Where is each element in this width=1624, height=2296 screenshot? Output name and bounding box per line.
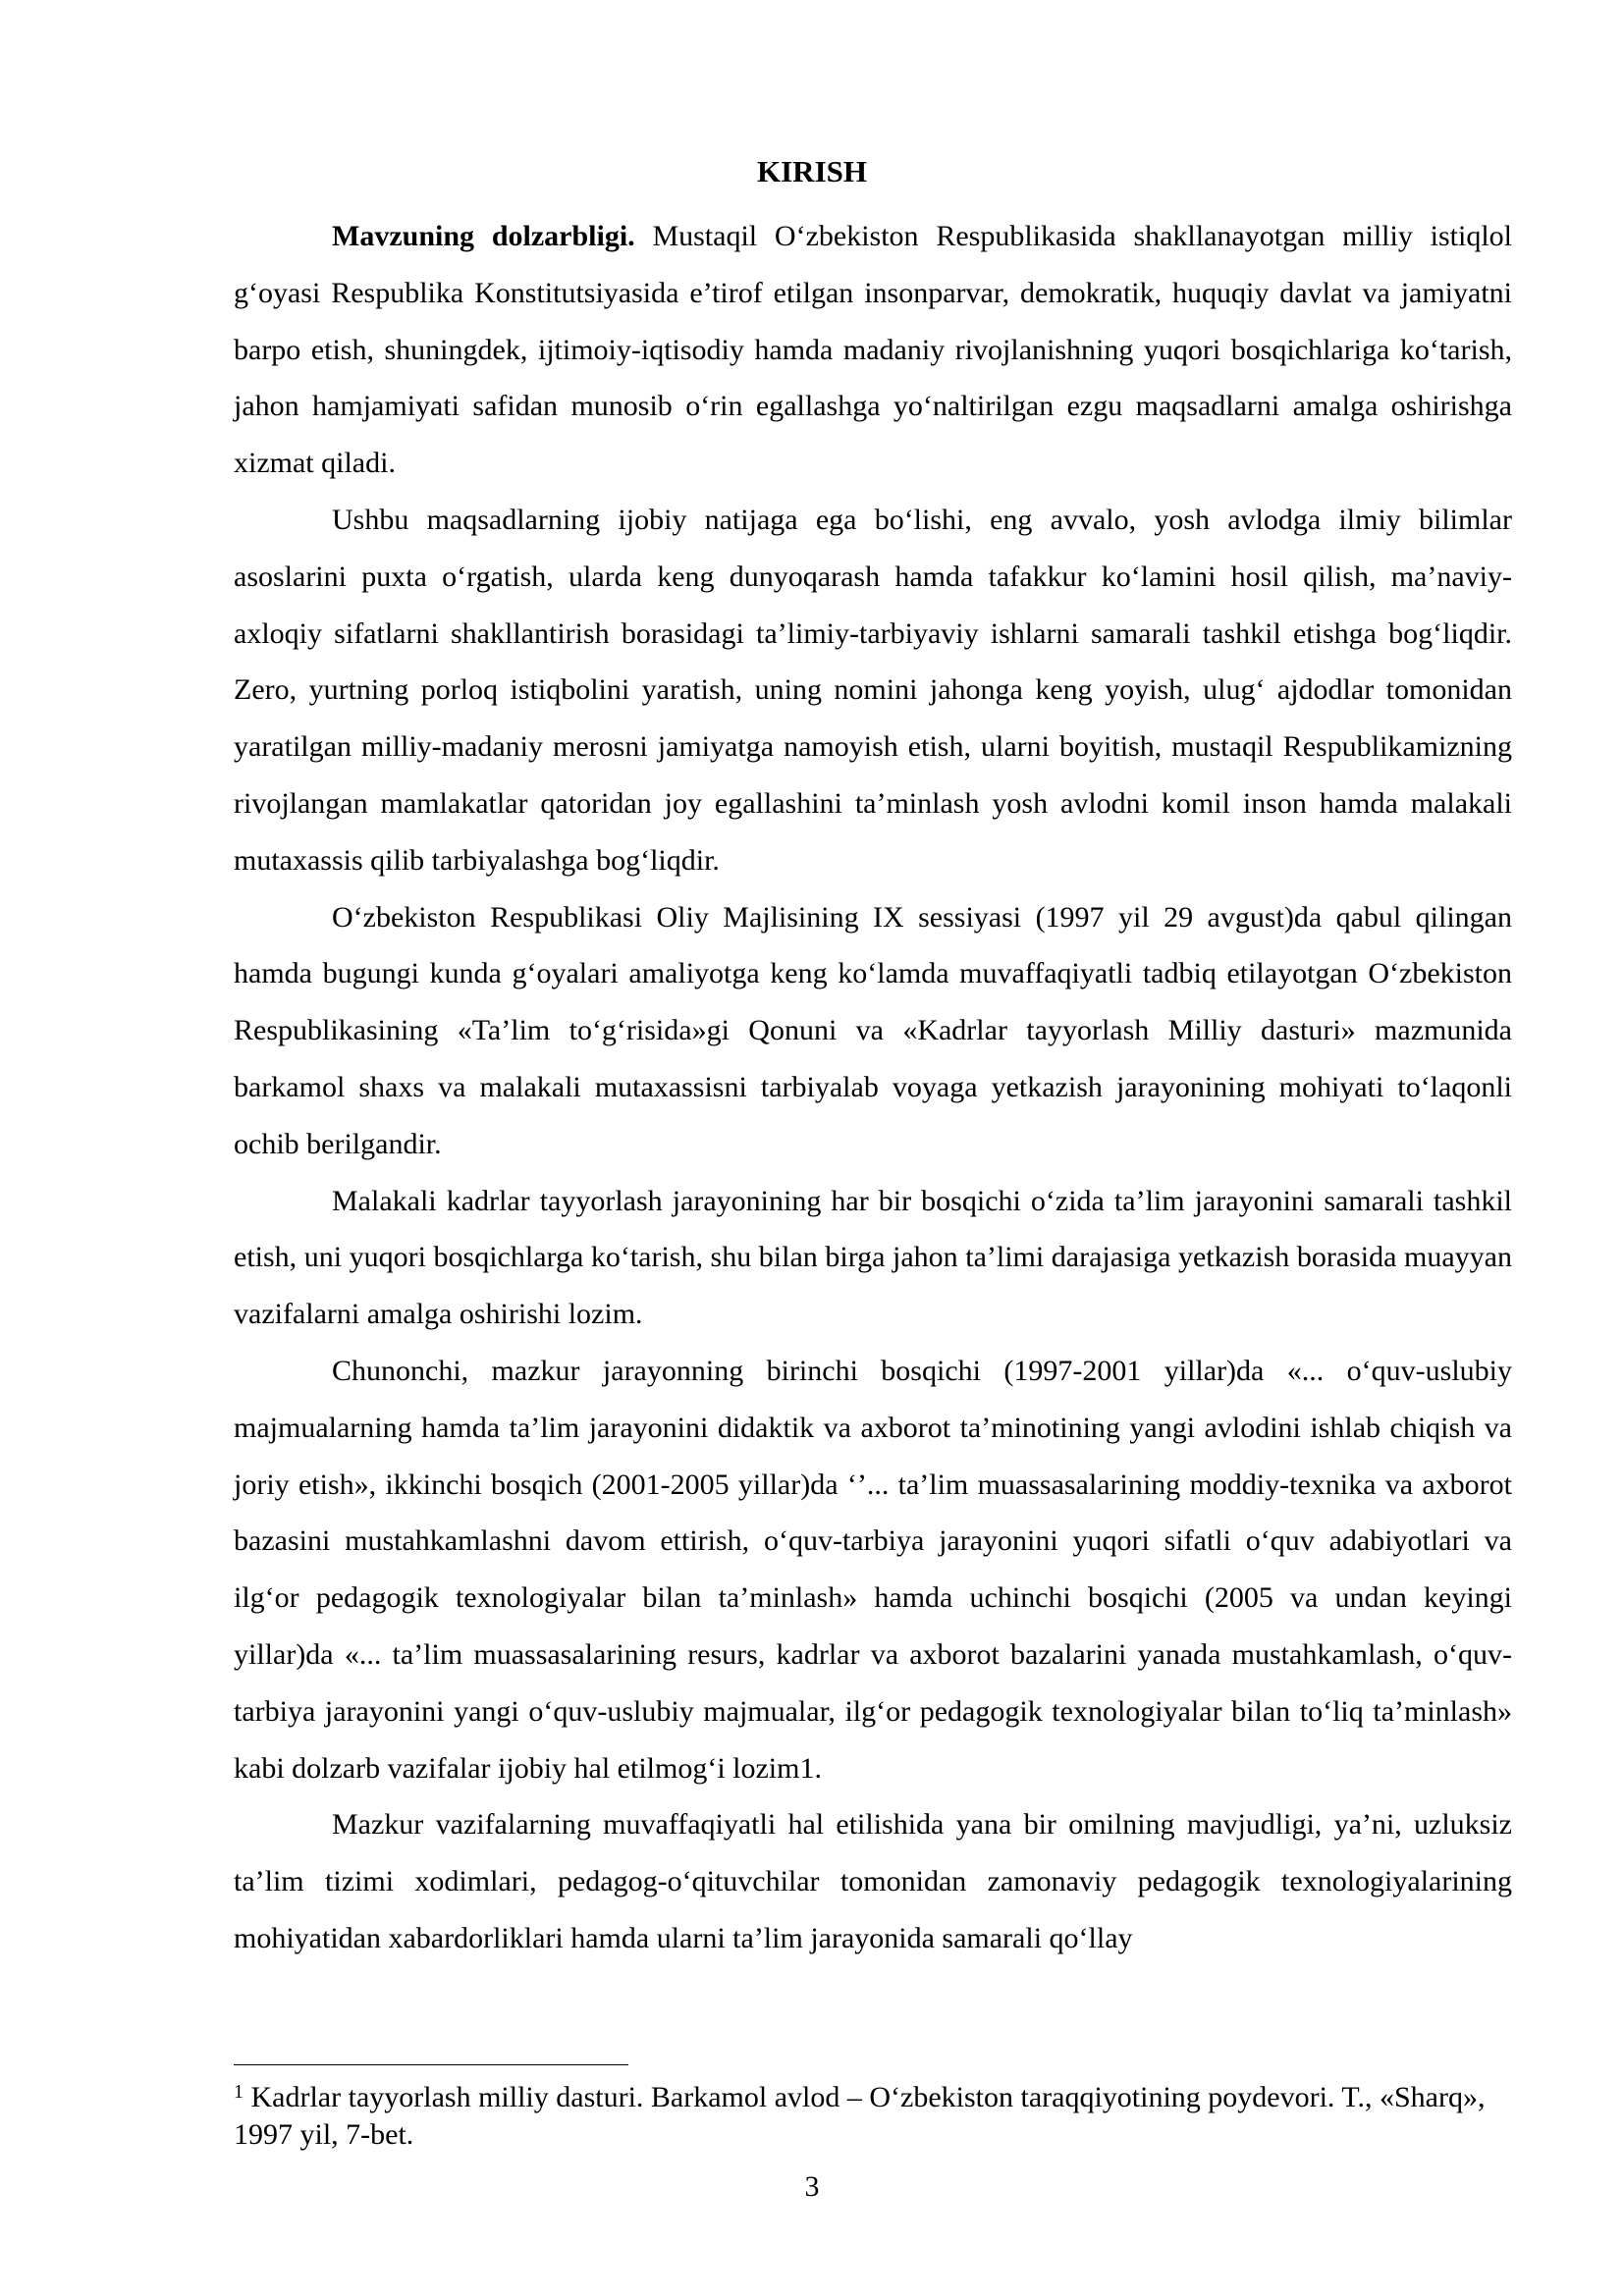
- paragraph-5: [234, 1343, 1512, 1796]
- paragraph-text: Ushbu maqsadlarning ijobiy natijaga ega bo‘lishi, eng avvalo, yosh avlodga ilmiy bilimlar asoslarini puxta o‘rgatish, ularda keng dunyoqarash hamda tafakkur ko‘lamini hosil qilish, ma’naviy-axloqiy sifatlarni shakllantirish borasidagi ta’limiy-tarbiyaviy ishlarni samarali tashkil etishga bog‘liqdir. Zero, yurtning porloq istiqbolini yaratish, uning nomini jahonga keng yoyish, ulug‘ ajdodlar tomonidan yaratilgan milliy-madaniy merosni jamiyatga namoyish etish, ularni boyitish, mustaqil Respublikamizning rivojlangan mamlakatlar qatoridan joy egallashini ta’minlash yosh avlodni komil inson hamda malakali mutaxassis qilib tarbiyalashga bog‘liqdir.: [234, 503, 1512, 877]
- paragraph-6: [234, 1796, 1512, 1966]
- paragraph-2: [234, 492, 1512, 889]
- paragraph-text: Chunonchi, mazkur jarayonning birinchi bosqichi (1997-2001 yillar)da «... o‘quv-uslubiy majmualarning hamda ta’lim jarayonini didaktik va axborot ta’minotining yangi avlodini ishlab chiqish va joriy etish», ikkinchi bosqich (2001-2005 yillar)da ‘’... ta’lim muassasalarining moddiy-texnika va axborot bazasini mustahkamlashni davom ettirish, o‘quv-tarbiya jarayonini yuqori sifatli o‘quv adabiyotlari va ilg‘or pedagogik texnologiyalar bilan ta’minlash» hamda uchinchi bosqichi (2005 va undan keyingi yillar)da «... ta’lim muassasalarining resurs, kadrlar va axborot bazalarini yanada mustahkamlash, o‘quv-tarbiya jarayonini yangi o‘quv-uslubiy majmualar, ilg‘or pedagogik texnologiyalar bilan to‘liq ta’minlash» kabi dolzarb vazifalar ijobiy hal etilmog‘i lozim1.: [234, 1354, 1512, 1785]
- paragraph-text: Mazkur vazifalarning muvaffaqiyatli hal etilishida yana bir omilning mavjudligi, ya’ni, uzluksiz ta’lim tizimi xodimlari, pedagog-o‘qituvchilar tomonidan zamonaviy pedagogik texnologiyalarining mohiyatidan xabardorliklari hamda ularni ta’lim jarayonida samarali qo‘llay: [234, 1808, 1512, 1954]
- section-title: KIRISH: [757, 154, 867, 188]
- footnote-text: Kadrlar tayyorlash milliy dasturi. Barkamol avlod – O‘zbekiston taraqqiyotining poydevori. T., «Sharq», 1997 yil, 7-bet.: [234, 2081, 1486, 2151]
- footnote-separator: [234, 2064, 628, 2065]
- paragraph-lead: Mavzuning dolzarbligi.: [332, 220, 635, 252]
- paragraph-text: O‘zbekiston Respublikasi Oliy Majlisining IX sessiyasi (1997 yil 29 avgust)da qabul qilingan hamda bugungi kunda g‘oyalari amaliyotga keng ko‘lamda muvaffaqiyatli tadbiq etilayotgan O‘zbekiston Respublikasining «Ta’lim to‘g‘risida»gi Qonuni va «Kadrlar tayyorlash Milliy dasturi» mazmunida barkamol shaxs va malakali mutaxassisni tarbiyalab voyaga yetkazish jarayonining mohiyati to‘laqonli ochib berilgandir.: [234, 900, 1512, 1160]
- paragraph-3: [234, 889, 1512, 1173]
- page-number: 3: [804, 2170, 820, 2203]
- paragraph-1: [234, 208, 1512, 492]
- footnote-marker: 1: [234, 2081, 244, 2103]
- body-text: [234, 208, 1512, 1967]
- paragraph-4: [234, 1173, 1512, 1343]
- paragraph-text: Mustaqil O‘zbekiston Respublikasida shakllanayotgan milliy istiqlol g‘oyasi Respublika Konstitutsiyasida e’tirof etilgan insonparvar, demokratik, huquqiy davlat va jamiyatni barpo etish, shuningdek, ijtimoiy-iqtisodiy hamda madaniy rivojlanishning yuqori bosqichlariga ko‘tarish, jahon hamjamiyati safidan munosib o‘rin egallashga yo‘naltirilgan ezgu maqsadlarni amalga oshirishga xizmat qiladi.: [234, 220, 1513, 480]
- paragraph-text: Malakali kadrlar tayyorlash jarayonining har bir bosqichi o‘zida ta’lim jarayonini samarali tashkil etish, uni yuqori bosqichlarga ko‘tarish, shu bilan birga jahon ta’limi darajasiga yetkazish borasida muayyan vazifalarni amalga oshirishi lozim.: [234, 1184, 1512, 1331]
- footnote: [234, 2079, 1512, 2154]
